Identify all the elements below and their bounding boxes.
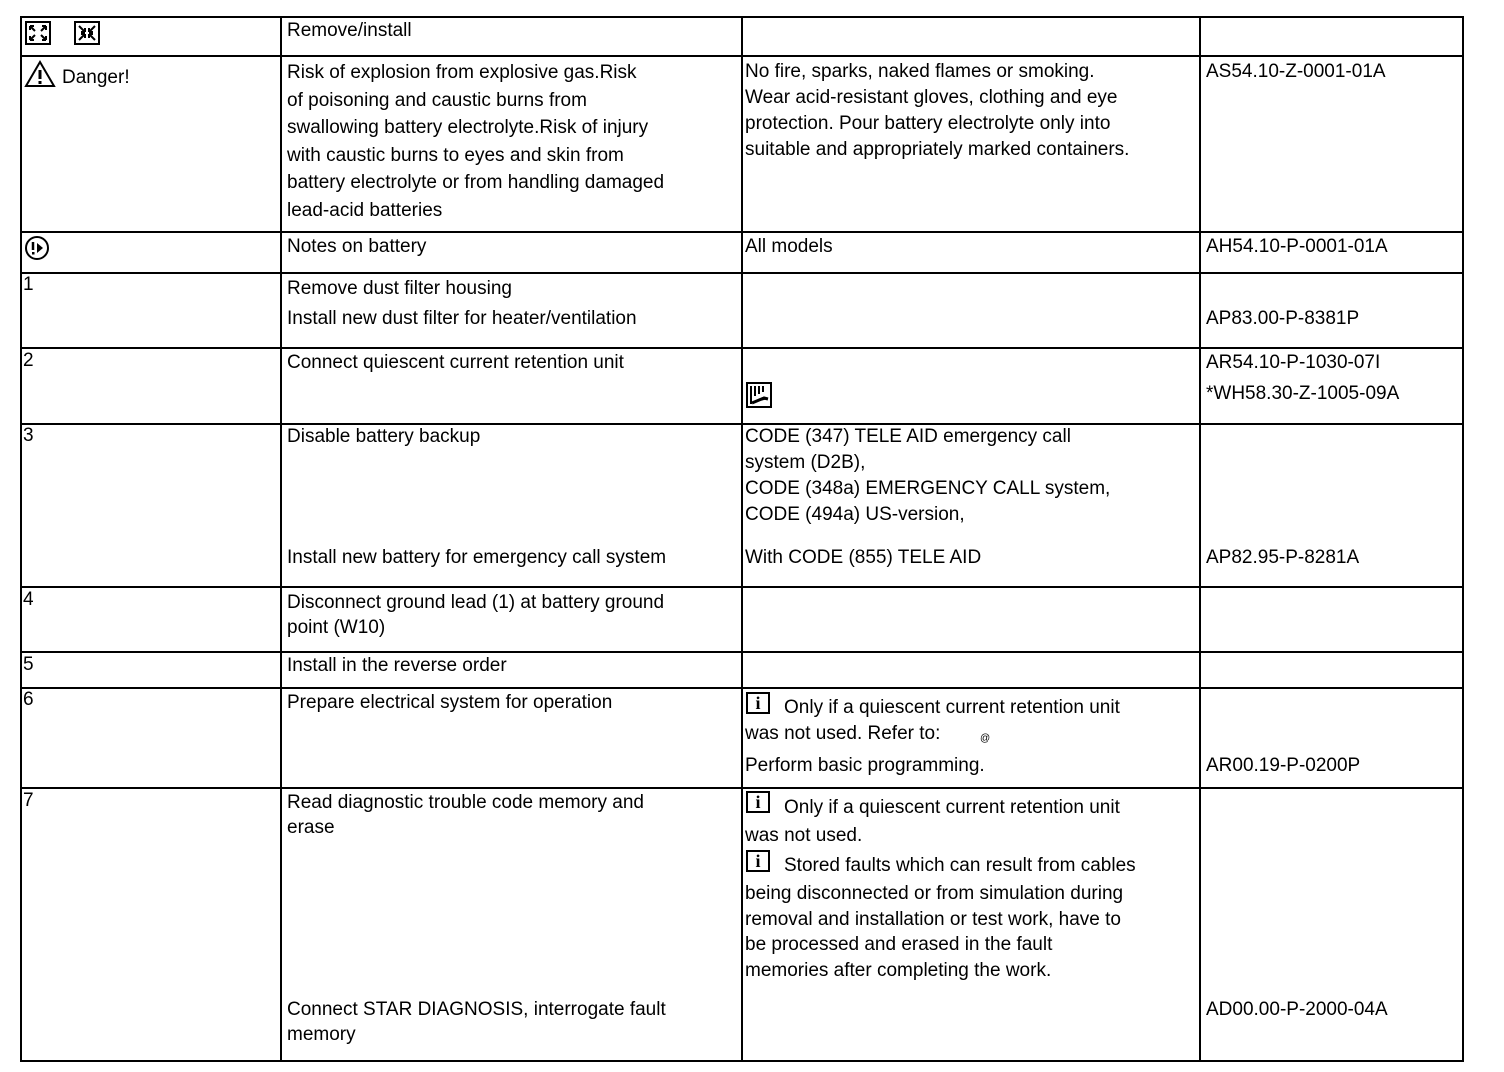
step-text: Install in the reverse order: [287, 655, 507, 676]
notes-icon: [24, 235, 50, 261]
doc-ref[interactable]: AH54.10-P-0001-01A: [1206, 236, 1388, 257]
info-icon: i: [746, 850, 770, 872]
step-text: Disable battery backup: [287, 426, 481, 447]
step-number: 7: [23, 790, 34, 811]
info-icon: i: [746, 692, 770, 714]
step-text: Install new dust filter for heater/ventilation: [287, 308, 637, 329]
doc-ref[interactable]: *WH58.30-Z-1005-09A: [1206, 383, 1400, 404]
reference-icon: @: [980, 733, 991, 744]
step-text: Remove/install: [287, 20, 412, 41]
doc-ref[interactable]: AR00.19-P-0200P: [1206, 755, 1361, 776]
step-number: 5: [23, 654, 34, 675]
step-text: Install new battery for emergency call system: [287, 547, 667, 568]
step-number: 2: [23, 350, 34, 371]
step-text: Connect quiescent current retention unit: [287, 352, 624, 373]
note-text: was not used. Refer to:: [745, 723, 941, 744]
doc-ref[interactable]: AD00.00-P-2000-04A: [1206, 999, 1388, 1020]
step-number: 4: [23, 589, 34, 610]
model-text: All models: [745, 236, 833, 257]
note-text: Only if a quiescent current retention unit: [784, 797, 1120, 818]
step-number: 3: [23, 425, 34, 446]
step-text: Prepare electrical system for operation: [287, 692, 613, 713]
note-text: being disconnected or from simulation during removal and installation or test work, have to be processed and erased in the fault memories after completing the work.: [745, 883, 1124, 982]
condition-text: With CODE (855) TELE AID: [745, 547, 982, 568]
info-icon: i: [746, 791, 770, 813]
step-number: 6: [23, 689, 34, 710]
note-text: Perform basic programming.: [745, 755, 985, 776]
expand-icon: [25, 21, 51, 45]
precaution-text: No fire, sparks, naked flames or smoking. Wear acid-resistant gloves, clothing and eye protection. Pour battery electrolyte only into suitable and appropriately marked containers.: [745, 61, 1130, 160]
danger-label: Danger!: [62, 67, 130, 88]
collapse-icon: [74, 21, 100, 45]
doc-ref[interactable]: AP83.00-P-8381P: [1206, 308, 1360, 329]
note-text: Stored faults which can result from cables: [784, 855, 1136, 876]
doc-ref[interactable]: AP82.95-P-8281A: [1206, 547, 1360, 568]
condition-text: CODE (347) TELE AID emergency call system (D2B), CODE (348a) EMERGENCY CALL system, CODE (494a) US-version,: [745, 426, 1111, 525]
note-text: was not used.: [745, 825, 863, 846]
note-text: Only if a quiescent current retention unit: [784, 697, 1120, 718]
step-text: Remove dust filter housing: [287, 278, 512, 299]
step-text: Notes on battery: [287, 236, 427, 257]
doc-ref[interactable]: AS54.10-Z-0001-01A: [1206, 61, 1386, 82]
doc-ref[interactable]: AR54.10-P-1030-07I: [1206, 352, 1381, 373]
warning-icon: [24, 60, 56, 88]
risk-text: Risk of explosion from explosive gas.Risk of poisoning and caustic burns from swallowing battery electrolyte.Risk of injury with caustic burns to eyes and skin from battery electrolyte or from handling damaged lead-acid batteries: [287, 62, 665, 221]
tool-icon: [746, 382, 772, 408]
step-text: Read diagnostic trouble code memory and erase: [287, 792, 644, 838]
step-text: Disconnect ground lead (1) at battery ground point (W10): [287, 592, 665, 638]
step-number: 1: [23, 274, 34, 295]
step-text: Connect STAR DIAGNOSIS, interrogate fault memory: [287, 999, 666, 1045]
